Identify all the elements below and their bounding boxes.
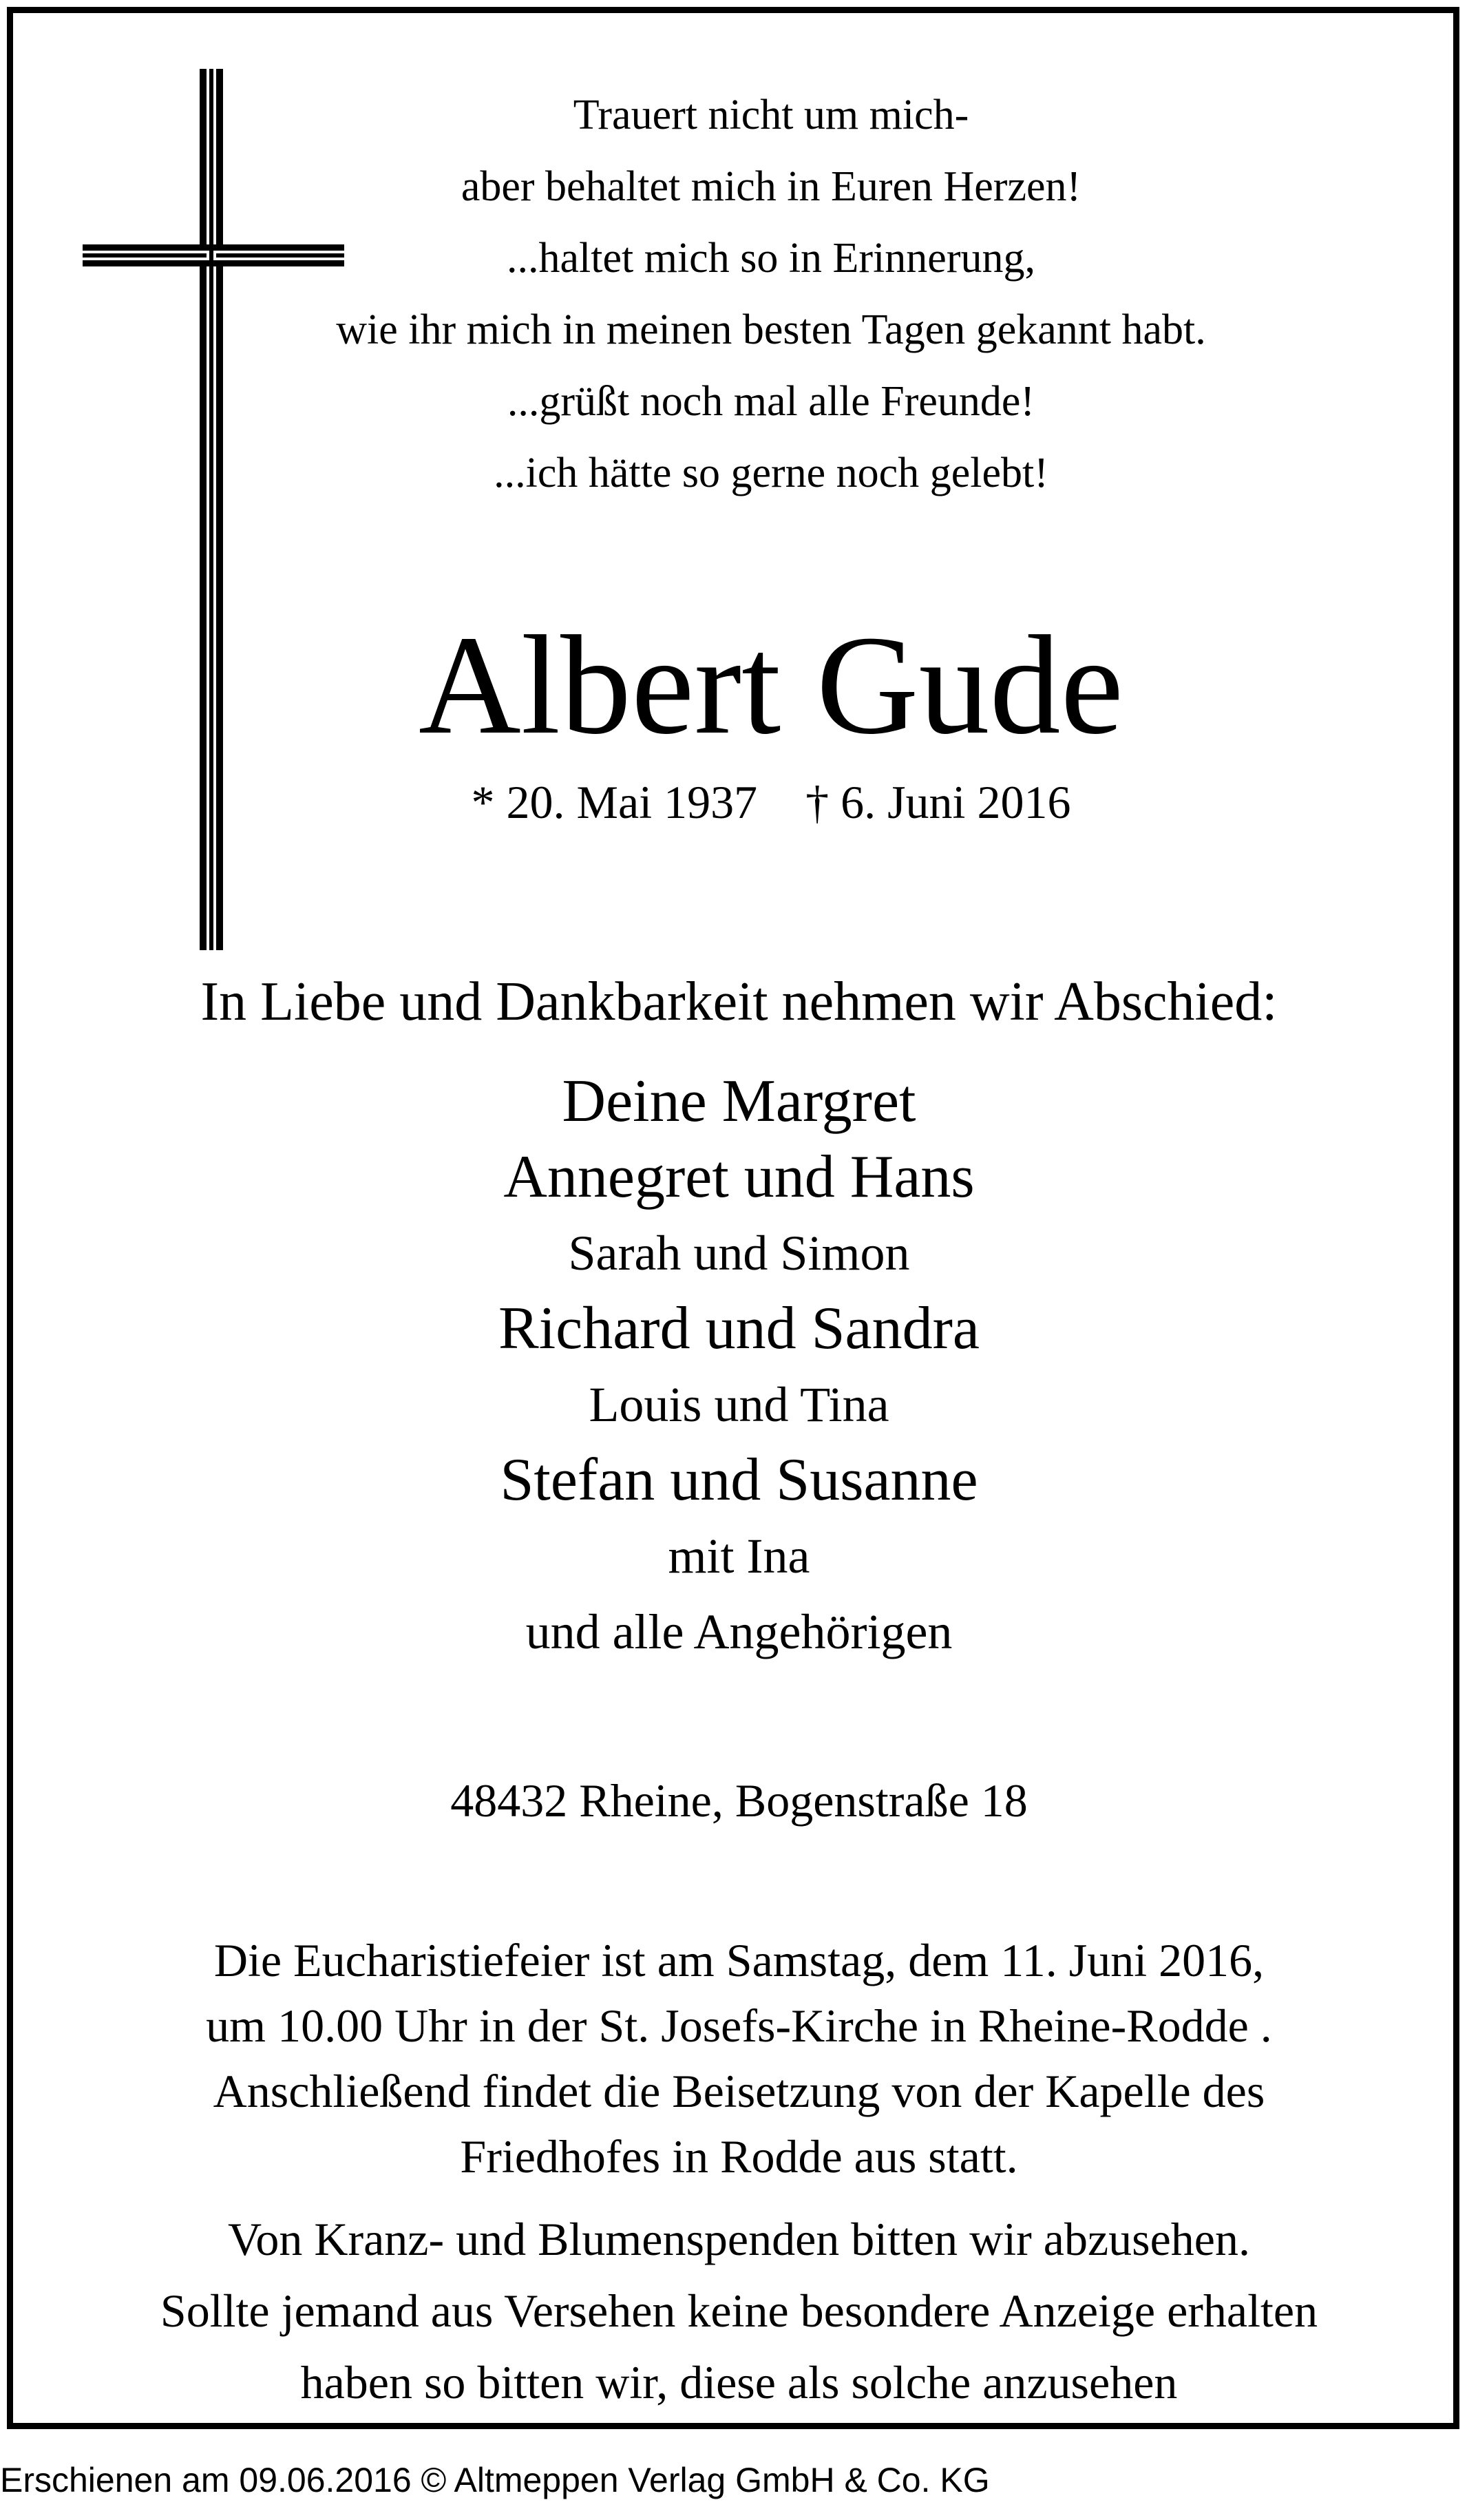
- mourners-list: [0, 1064, 1478, 1670]
- mourner-line: Annegret und Hans: [503, 1144, 975, 1210]
- verse-line: ...grüßt noch mal alle Freunde!: [507, 378, 1035, 425]
- life-dates: [145, 771, 1397, 833]
- service-line: Anschließend findet die Beisetzung von der Kapelle des: [213, 2065, 1265, 2117]
- service-line: um 10.00 Uhr in der St. Josefs-Kirche in Rheine-Rodde .: [206, 1999, 1272, 2052]
- closing-line: Von Kranz- und Blumenspenden bitten wir abzusehen.: [228, 2213, 1250, 2265]
- closing-notes: [0, 2203, 1478, 2418]
- mourner-line: Stefan und Susanne: [500, 1447, 978, 1513]
- farewell-line: In Liebe und Dankbarkeit nehmen wir Abschied:: [200, 972, 1278, 1032]
- verse-line: wie ihr mich in meinen besten Tagen gekannt habt.: [336, 306, 1206, 353]
- mourner-line: und alle Angehörigen: [525, 1604, 953, 1659]
- verse-line: aber behaltet mich in Euren Herzen!: [461, 163, 1081, 210]
- mourner-line: Sarah und Simon: [568, 1226, 910, 1281]
- verse: [145, 79, 1397, 509]
- verse-line: ...ich hätte so gerne noch gelebt!: [494, 450, 1048, 496]
- service-line: Friedhofes in Rodde aus statt.: [460, 2130, 1018, 2183]
- death-date: † 6. Juni 2016: [805, 776, 1071, 828]
- closing-line: haben so bitten wir, diese als solche anzusehen: [300, 2356, 1178, 2408]
- service-details: [0, 1928, 1478, 2190]
- service-line: Die Eucharistiefeier ist am Samstag, dem 11. Juni 2016,: [213, 1934, 1265, 1986]
- mourner-line: Louis und Tina: [589, 1377, 889, 1432]
- closing-line: Sollte jemand aus Versehen keine besondere Anzeige erhalten: [160, 2285, 1318, 2337]
- mourner-line: Richard und Sandra: [498, 1295, 980, 1362]
- verse-line: ...haltet mich so in Erinnerung,: [507, 235, 1035, 282]
- birth-date: * 20. Mai 1937: [471, 776, 758, 828]
- deceased-name: Albert Gude: [419, 606, 1123, 764]
- publication-footer: Erschienen am 09.06.2016 © Altmeppen Verlag GmbH & Co. KG: [0, 2461, 990, 2499]
- address: 48432 Rheine, Bogenstraße 18: [450, 1774, 1028, 1827]
- verse-line: Trauert nicht um mich-: [573, 92, 969, 138]
- mourner-line: mit Ina: [668, 1529, 810, 1584]
- mourner-line: Deine Margret: [562, 1068, 916, 1135]
